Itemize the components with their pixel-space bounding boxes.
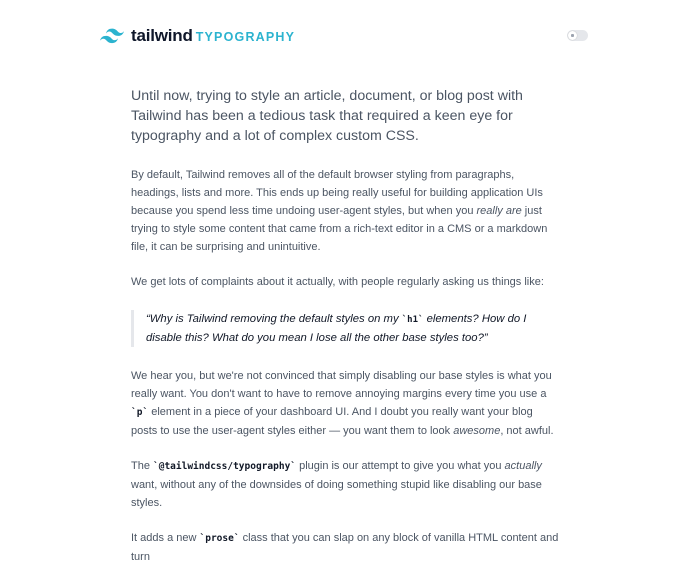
article xyxy=(131,86,561,583)
paragraph-plugin xyxy=(131,457,561,512)
toggle-knob-icon xyxy=(568,31,577,40)
theme-toggle[interactable] xyxy=(567,30,588,41)
paragraph-prose-class xyxy=(131,529,561,566)
logo[interactable] xyxy=(100,26,295,46)
site-header xyxy=(0,0,688,70)
logo-subtitle: TYPOGRAPHY xyxy=(195,30,296,44)
emphasis: really are xyxy=(476,205,522,217)
emphasis: awesome xyxy=(453,425,501,437)
paragraph-complaints: We get lots of complaints about it actually, with people regularly asking us things like: xyxy=(131,276,544,288)
text: element in a piece of your dashboard UI. And I doubt you really want your blog posts to use the user-agent styles either — you want them to look xyxy=(131,406,533,437)
inline-code: `h1` xyxy=(401,315,424,325)
text: “Why is Tailwind removing the default styles on my xyxy=(146,313,402,325)
paragraph-we-hear-you xyxy=(131,367,561,440)
text: want, without any of the downsides of doing something stupid like disabling our base styles. xyxy=(131,479,542,509)
emphasis: actually xyxy=(504,460,542,472)
text: class that you can slap on any block of vanilla HTML content and turn xyxy=(131,532,559,563)
paragraph-default-styles xyxy=(131,166,561,256)
logo-wordmark: tailwind xyxy=(131,26,193,45)
text: plugin is our attempt to give you what you xyxy=(296,460,505,472)
tailwind-wave-icon xyxy=(100,28,124,44)
text: just trying to style some content that came from a rich-text editor in a CMS or a markdown file, it can be surprising and unintuitive. xyxy=(131,205,548,253)
text: elements? How do I disable this? What do you mean I lose all the other base styles too?” xyxy=(146,313,527,344)
text: It adds a new xyxy=(131,532,200,544)
text: , not awful. xyxy=(500,425,554,437)
lead-paragraph: Until now, trying to style an article, document, or blog post with Tailwind has been a tedious task that required a keen eye for typography and a lot of complex custom CSS. xyxy=(131,88,523,144)
text: We hear you, but we're not convinced that simply disabling our base styles is what you really want. You don't want to have to remove annoying margins every time you use a xyxy=(131,370,552,400)
text: The xyxy=(131,460,154,472)
inline-code: `@tailwindcss/typography` xyxy=(153,461,297,472)
text: By default, Tailwind removes all of the default browser styling from paragraphs, headings, lists and more. This ends up being really useful for building application UIs because you spend less time undoing user-agent styles, but when you xyxy=(131,169,543,217)
blockquote xyxy=(131,310,561,347)
inline-code: `prose` xyxy=(199,533,240,544)
inline-code: `p` xyxy=(131,407,149,418)
